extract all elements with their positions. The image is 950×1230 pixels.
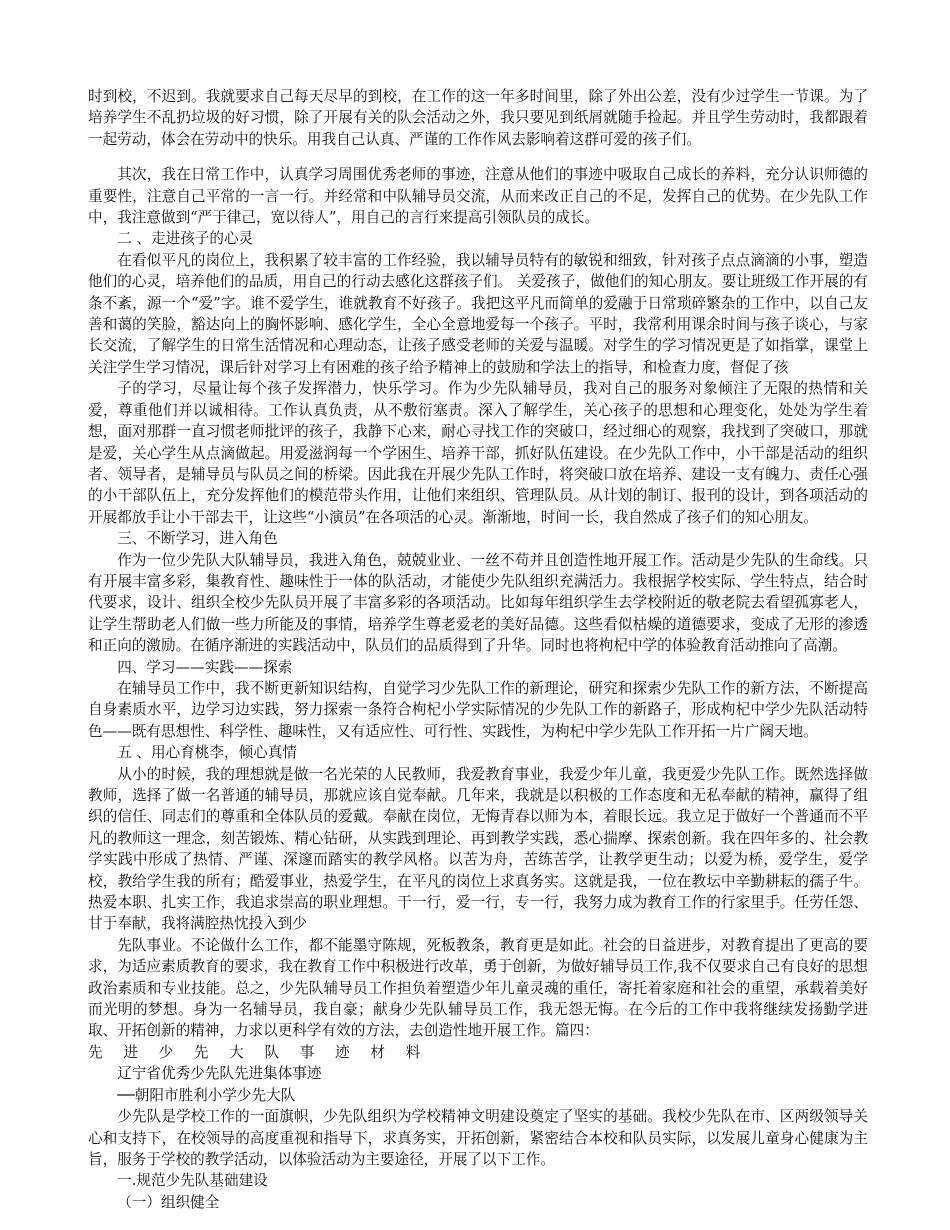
paragraph-2: 其次，我在日常工作中，认真学习周围优秀老师的事迹，注意从他们的事迹中吸取自己成长的养料，充分认识师德的重要性，注意自己平常的一言一行。并经常和中队辅导员交流，从而来改正自己的不足，发挥自己的优势。在少先队工作中，我注意做到“严于律己，宽以待人”，用自己的言行来提高引领队员的成长。	[88, 166, 868, 227]
heading-5: 五 、用心育桃李，倾心真情	[117, 744, 297, 762]
heading-3: 三、不断学习，进入角色	[117, 530, 278, 548]
subtitle-school: ──朝阳市胜利小学少先大队	[117, 1086, 296, 1104]
paragraph-9: 少先队是学校工作的一面旗帜，少先队组织为学校精神文明建设奠定了坚实的基础。我校少先队在市、区两级领导关心和支持下，在校领导的高度重视和指导下，求真务实，开拓创新，紧密结合本校和队员实际，以发展儿童身心健康为主旨，服务于学校的教学活动，以体验活动为主要途径，开展了以下工作。	[88, 1108, 868, 1168]
heading-7: （一）组织健全	[117, 1193, 220, 1211]
heading-6: 一.规范少先队基础建设	[117, 1172, 268, 1190]
document-body	[88, 86, 868, 1213]
subtitle: 辽宁省优秀少先队先进集体事迹	[117, 1065, 322, 1083]
paragraph-4: 子的学习，尽量让每个孩子发挥潜力，快乐学习。作为少先队辅导员，我对自己的服务对象倾注了无限的热情和关爱，尊重他们并以诚相待。工作认真负责，从不敷衍塞责。深入了解学生，关心孩子的思想和心理变化，处处为学生着想，面对那群一直习惯老师批评的孩子，我静下心来，耐心寻找工作的突破口，经过细心的观察，我找到了突破口，那就是爱，关心学生从点滴做起。用爱滋润每一个学困生、培养干部，抓好队伍建设。在少先队工作中，小干部是活动的组织者、领导者，是辅导员与队员之间的桥梁。因此我在开展少先队工作时，将突破口放在培养、建设一支有魄力、责任心强的小干部队伍上，充分发挥他们的模范带头作用，让他们来组织、管理队员。从计划的制订、报刊的设计，到各项活动的开展都放手让小干部去干，让这些“小演员”在各项活的心灵。渐渐地，时间一长，我自然成了孩子们的知心朋友。	[88, 380, 868, 526]
paragraph-6: 在辅导员工作中，我不断更新知识结构，自觉学习少先队工作的新理论，研究和探索少先队工作的新方法，不断提高自身素质水平，边学习边实践，努力探索一条符合枸杞小学实际情况的少先队工作的新路子，形成枸杞中学少先队活动特色——既有思想性、科学性、趣味性，又有适应性、可行性、实践性，为枸杞中学少先队工作开拓一片广阔天地。	[88, 679, 868, 740]
paragraph-3: 在看似平凡的岗位上，我积累了较丰富的工作经验，我以辅导员特有的敏锐和细致，针对孩子点点滴滴的小事，塑造他们的心灵，培养他们的品质，用自己的行动去感化这群孩子们。 关爱孩子，做他们的知心朋友。要让班级工作开展的有条不紊，源一个“爱”字。谁不爱学生，谁就教育不好孩子。我把这平凡而简单的爱融于日常琐碎繁杂的工作中，以自己友善和蔼的笑脸，豁达向上的胸怀影响、感化学生，全心全意地爱每一个孩子。平时，我常利用课余时间与孩子谈心，与家长交流，了解学生的日常生活情况和心理动态，让孩子感受老师的关爱与温暖。对学生的学习情况更是了如指掌，课堂上关注学生学习情况，课后针对学习上有困难的孩子给予精神上的鼓励和学法上的指导，和检查力度，督促了孩	[88, 251, 868, 376]
heading-4: 四、学习——实践——探索	[117, 658, 293, 676]
heading-2: 二 、走进孩子的心灵	[117, 230, 254, 248]
paragraph-7: 从小的时候，我的理想就是做一名光荣的人民教师，我爱教育事业，我爱少年儿童，我更爱少先队工作。既然选择做教师，选择了做一名普通的辅导员，那就应该自觉奉献。几年来，我就是以积极的工作态度和无私奉献的精神，赢得了组织的信任、同志们的尊重和全体队员的爱戴。奉献在岗位，无悔青春以师为本，着眼长远。我立足于做好一个普通而不平凡的教师这一理念，刻苦锻炼、精心钻研，从实践到理论、再到教学实践，悉心揣摩、探索创新。我在四年多的、社会教学实践中形成了热情、严谨、深邃而踏实的教学风格。以苦为舟，苦练苦学，让教学更生动；以爱为桥，爱学生，爱学校，教给学生我的所有；酷爱事业，热爱学生，在平凡的岗位上求真务实。这就是我，一位在教坛中辛勤耕耘的孺子牛。热爱本职、扎实工作，我追求崇高的职业理想。干一行，爱一行，专一行，我努力成为教育工作的行家里手。任劳任怨、甘于奉献，我将满腔热忱投入到少	[88, 765, 868, 933]
paragraph-8: 先队事业。不论做什么工作，都不能墨守陈规，死板教条，教育更是如此。社会的日益进步，对教育提出了更高的要求，为适应素质教育的要求，我在教育工作中积极进行改革，勇于创新，为做好辅导员工作,我不仅要求自己有良好的思想政治素质和专业技能。总之，少先队辅导员工作担负着塑造少年儿童灵魂的重任，寄托着家庭和社会的重望，承载着美好而光明的梦想。身为一名辅导员，我自豪；献身少先队辅导员工作，我无怨无悔。在今后的工作中我将继续发扬勤学进取、开拓创新的精神，力求以更科学有效的方法，去创造性地开展工作。篇四：	[88, 936, 868, 1040]
paragraph-1: 时到校，不迟到。我就要求自己每天尽早的到校，在工作的这一年多时间里，除了外出公差，没有少过学生一节课。为了培养学生不乱扔垃圾的好习惯，除了开展有关的队会活动之外，我只要见到纸屑就随手捡起。并且学生劳动时，我都跟着一起劳动，体会在劳动中的快乐。用我自己认真、严谨的工作作风去影响着这群可爱的孩子们。	[88, 88, 868, 148]
section-title: 先 进 少 先 大 队 事 迹 材 料	[88, 1043, 429, 1061]
paragraph-5: 作为一位少先队大队辅导员，我进入角色，兢兢业业、一丝不苟并且创造性地开展工作。活动是少先队的生命线。只有开展丰富多彩，集教育性、趣味性于一体的队活动，才能使少先队组织充满活力。我根据学校实际、学生特点，结合时代要求，设计、组织全校少先队员开展了丰富多彩的各项活动。比如每年组织学生去学校附近的敬老院去看望孤寡老人，让学生帮助老人们做一些力所能及的事情，培养学生尊老爱老的美好品德。这些看似枯燥的道德要求，变成了无形的渗透和正向的激励。在循序渐进的实践活动中，队员们的品质得到了升华。同时也将枸杞中学的体验教育活动推向了高潮。	[88, 551, 868, 655]
